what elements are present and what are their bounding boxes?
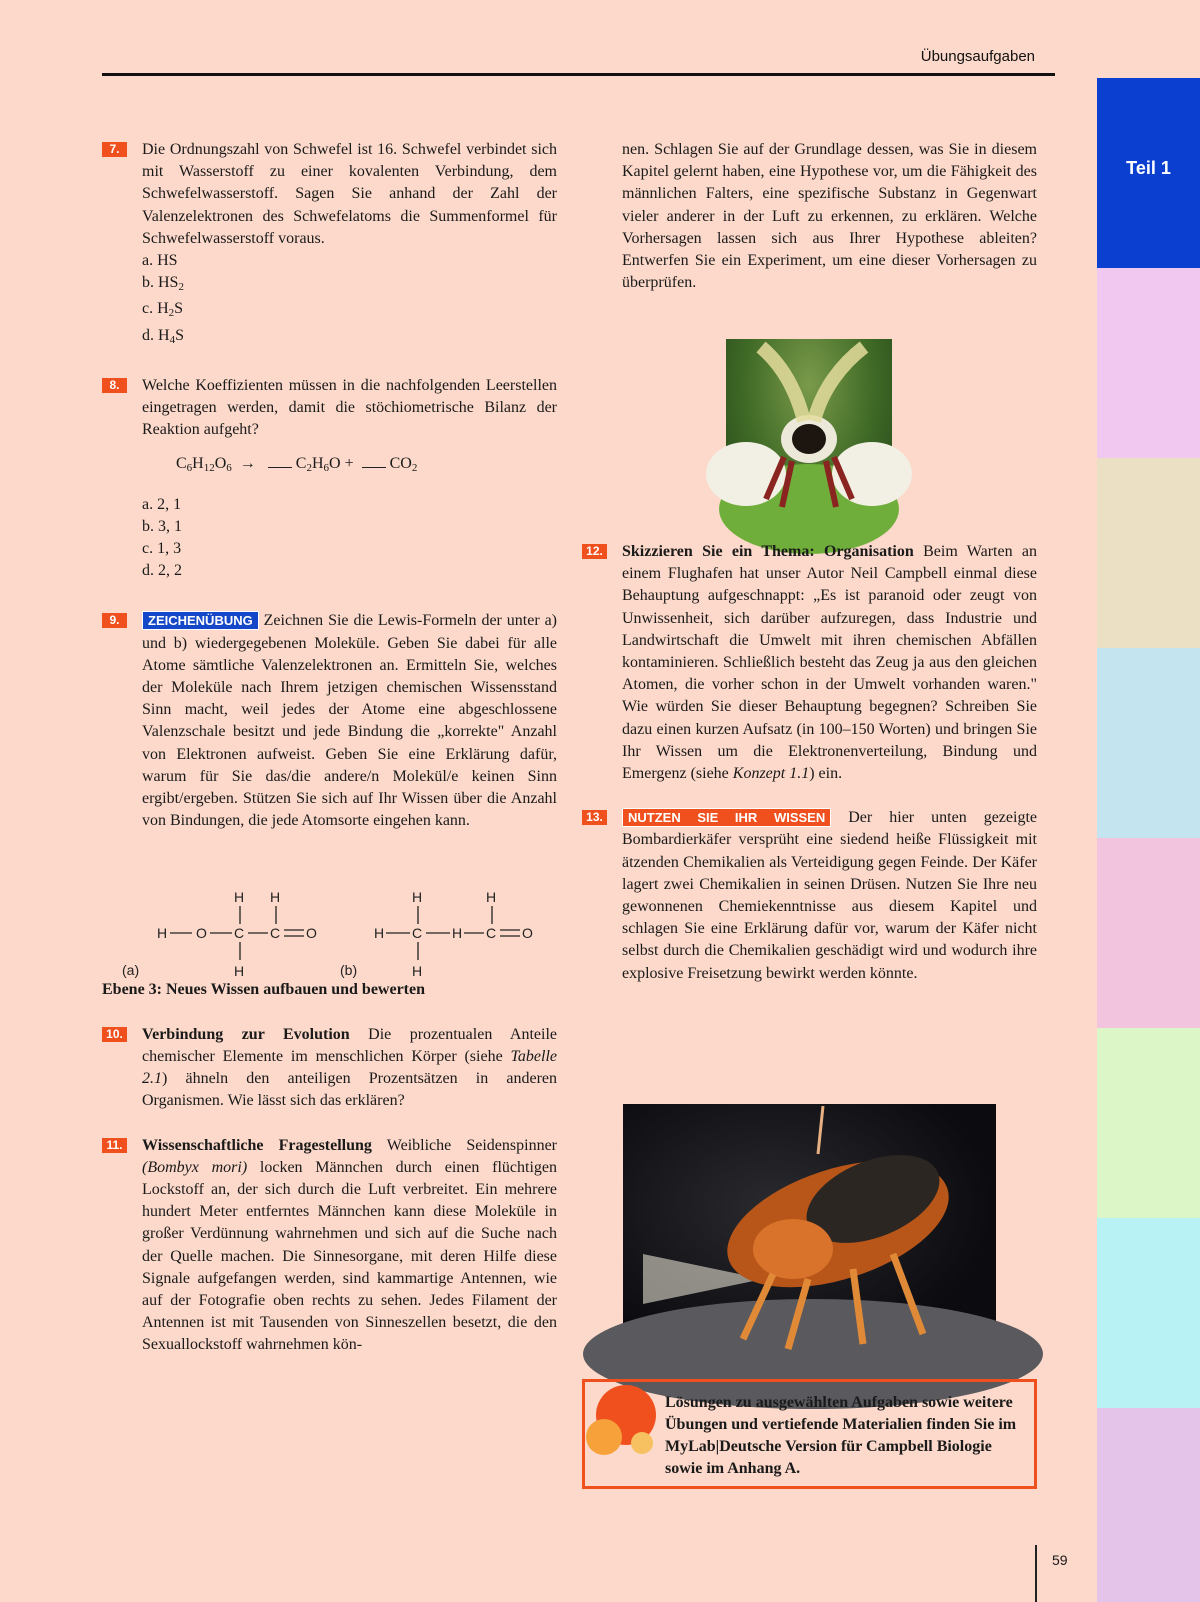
side-tab-4[interactable] xyxy=(1097,648,1200,838)
option-b[interactable]: b. 3, 1 xyxy=(142,517,182,535)
question-12 xyxy=(582,541,1037,785)
left-column xyxy=(102,139,557,1357)
question-text: Wissenschaftliche Fragestellung Weibliche Seidenspinner (Bombyx mori) locken Männchen durch einen flüchtigen Lockstoff an, der sich durch die Luft verbreitet. Ein mehrere hundert Meter entferntes Männchen kann diese Moleküle in großer Verdünnung wahrnehmen und sich auf die Suche nach der Quelle machen. Die Sinnesorgane, mit deren Hilfe diese Signale aufgefangen werden, sind kammartige Antennen, wie auf der Fotografie oben rechts zu sehen. Jedes Filament der Antennen ist mit Tausenden von Sinneszellen besetzt, die den Sexuallockstoff wahrnehmen kön- xyxy=(142,1136,557,1354)
question-8 xyxy=(102,375,557,583)
atom-label: H xyxy=(412,889,423,906)
atom-label: C xyxy=(270,925,281,942)
side-tab-3[interactable] xyxy=(1097,458,1200,648)
right-column xyxy=(622,139,1037,294)
section-title: Übungsaufgaben xyxy=(920,48,1035,65)
side-tab-2[interactable] xyxy=(1097,268,1200,458)
question-10 xyxy=(102,1024,557,1113)
question-text: Skizzieren Sie ein Thema: Organisation Beim Warten an einem Flughafen hat unser Autor Neil Campbell einmal diese Behauptung aufgeschnappt: „Es ist paranoid oder zeugt von Unwissenheit, sich darüber aufzuregen, dass Industrie und Landwirtschaft die Umwelt mit ihren chemischen Abfällen kontaminieren. Schließlich besteht das Zeug ja aus den gleichen Atomen, die vorher schon in der Umwelt vorhanden waren." Wie würden Sie dieser Behauptung begegnen? Schreiben Sie dazu einen kurzen Aufsatz (in 100–150 Worten) und bringen Sie Ihr Wissen um die Elektronenverteilung, Bindung und Emergenz (siehe Konzept 1.1) ein. xyxy=(622,543,1037,783)
question-text: Welche Koeffizienten müssen in die nachfolgenden Leerstellen eingetragen werden, damit die stöchiometrische Bilanz der Reaktion aufgeht? xyxy=(142,376,557,439)
option-a[interactable]: a. 2, 1 xyxy=(142,495,182,513)
question-11-continued: nen. Schlagen Sie auf der Grundlage dessen, was Sie in diesem Kapitel gelernt haben, eine Hypothese vor, um die Fähigkeit des männlichen Falters, eine spezifische Substanz in Gegenwart vieler anderer in der Luft zu erkennen, zu erklären. Welche Vorhersagen lassen sich aus Ihrer Hypothese ableiten? Entwerfen Sie ein Experiment, um eine dieser Vorhersagen zu überprüfen. xyxy=(622,141,1037,292)
header-rule xyxy=(102,73,1055,76)
side-tab-8[interactable] xyxy=(1097,1408,1200,1602)
drawing-exercise-badge: ZEICHENÜBUNG xyxy=(142,611,259,630)
question-11 xyxy=(102,1135,557,1357)
atom-label: H xyxy=(452,925,463,942)
atom-label: H xyxy=(374,925,385,942)
side-tab-1[interactable] xyxy=(1097,78,1200,268)
option-d[interactable]: d. 2, 2 xyxy=(142,562,182,580)
question-number: 11. xyxy=(102,1138,127,1153)
atom-label: H xyxy=(486,889,497,906)
atom-label: H xyxy=(157,925,168,942)
question-number: 9. xyxy=(102,613,127,628)
decorative-circles-icon xyxy=(582,1379,660,1457)
atom-label: H xyxy=(270,889,281,906)
question-7 xyxy=(102,139,557,351)
structural-formulas xyxy=(102,846,557,980)
side-tab-5[interactable] xyxy=(1097,838,1200,1028)
answer-options xyxy=(142,494,557,583)
atom-label: O xyxy=(196,925,207,942)
question-number: 10. xyxy=(102,1027,127,1042)
atom-label: C xyxy=(234,925,245,942)
apply-knowledge-badge: NUTZEN SIE IHR WISSEN xyxy=(622,808,831,827)
page-number: 59 xyxy=(1052,1552,1068,1568)
right-column-lower xyxy=(582,541,1037,985)
moth-photo xyxy=(726,339,892,522)
answer-options xyxy=(142,250,557,351)
atom-label: O xyxy=(306,925,317,942)
question-number: 8. xyxy=(102,378,127,393)
bombardier-beetle-photo xyxy=(623,1104,996,1358)
atom-label: O xyxy=(522,925,533,942)
atom-label: H xyxy=(234,889,245,906)
atom-label: H xyxy=(234,963,245,980)
option-a[interactable]: a. HS xyxy=(142,252,178,270)
atom-label: C xyxy=(486,925,497,942)
option-b[interactable]: b. $HS_2$ xyxy=(142,274,184,294)
beetle-illustration xyxy=(623,1104,996,1358)
level-heading: Ebene 3: Neues Wissen aufbauen und bewerten xyxy=(102,981,426,999)
moth-illustration xyxy=(726,339,892,522)
arrow-icon: → xyxy=(239,455,256,473)
atom-label: H xyxy=(412,963,423,980)
option-c[interactable]: c. $H_2S$ xyxy=(142,300,184,320)
reaction-equation: $C_6H_{12}O_6 \to C_2H_6O + CO_2$ xyxy=(176,455,418,475)
question-13 xyxy=(582,807,1037,985)
question-text: Verbindung zur Evolution Die prozentualen Anteile chemischer Elemente im menschlichen Körper (siehe Tabelle 2.1) ähneln den anteiligen Prozentsätzen in anderen Organismen. Wie lässt sich das erklären? xyxy=(142,1025,558,1110)
option-c[interactable]: c. 1, 3 xyxy=(142,540,182,558)
callout-text: Lösungen zu ausgewählten Aufgaben sowie weitere Übungen und vertiefende Materialien finden Sie im MyLab|Deutsche Version für Campbell Biologie sowie im Anhang A. xyxy=(665,1394,1017,1477)
option-d[interactable]: d. $H_4S$ xyxy=(142,326,184,346)
side-tab-7[interactable] xyxy=(1097,1218,1200,1408)
blank-field-1[interactable] xyxy=(268,467,292,468)
atom-label: (a) xyxy=(122,962,140,979)
solutions-callout[interactable] xyxy=(582,1379,1037,1489)
atom-label: (b) xyxy=(340,962,358,979)
page-number-rule xyxy=(1035,1545,1037,1602)
question-9 xyxy=(102,610,557,832)
side-tab-6[interactable] xyxy=(1097,1028,1200,1218)
question-text: ZEICHENÜBUNG Zeichnen Sie die Lewis-Formeln der unter a) und b) wiedergegebenen Moleküle. Geben Sie dabei für alle Atome sämtliche Valenzelektronen an. Ermitteln Sie, welches der Moleküle nach Ihrem jetzigen chemischen Wissensstand Sinn macht, weil jedes der Atome eine abgeschlossene Valenzschale besitzt und jede Bindung die „korrekte" Anzahl von Elektronen aufweist. Geben Sie eine Erklärung dafür, warum für Sie das/die andere/n Molekül/e keinen Sinn ergibt/ergeben. Stützen Sie sich auf Ihr Wissen über die Anzahl von Bindungen, die jede Atomsorte eingehen kann. xyxy=(142,612,558,830)
atom-label: C xyxy=(412,925,423,942)
question-number: 12. xyxy=(582,544,607,559)
question-number: 7. xyxy=(102,142,127,157)
question-text: NUTZEN SIE IHR WISSEN Der hier unten gezeigte Bombardierkäfer versprüht eine siedend heiße Flüssigkeit mit ätzenden Chemikalien als Verteidigung gegen Feinde. Der Käfer lagert zwei Chemikalien in seinen Drüsen. Nutzen Sie Ihre neu gewonnenen Chemiekenntnisse aus diesem Kapitel und schlagen Sie eine Erklärung dafür vor, warum der Käfer nicht selbst durch die Chemikalien geschädigt wird und wodurch ihre explosive Freisetzung bewirkt werden könnte. xyxy=(622,809,1037,982)
question-text: Die Ordnungszahl von Schwefel ist 16. Schwefel verbindet sich mit Wasserstoff zu einer kovalenten Verbindung, dem Schwefelwasserstoff. Sagen Sie anhand der Zahl der Valenzelektronen des Schwefelatoms die Summenformel für Schwefelwasserstoff voraus. xyxy=(142,141,557,247)
side-tabs xyxy=(1097,78,1200,1602)
question-number: 13. xyxy=(582,810,607,825)
blank-field-2[interactable] xyxy=(362,467,386,468)
side-tab-label: Teil 1 xyxy=(1126,158,1171,178)
